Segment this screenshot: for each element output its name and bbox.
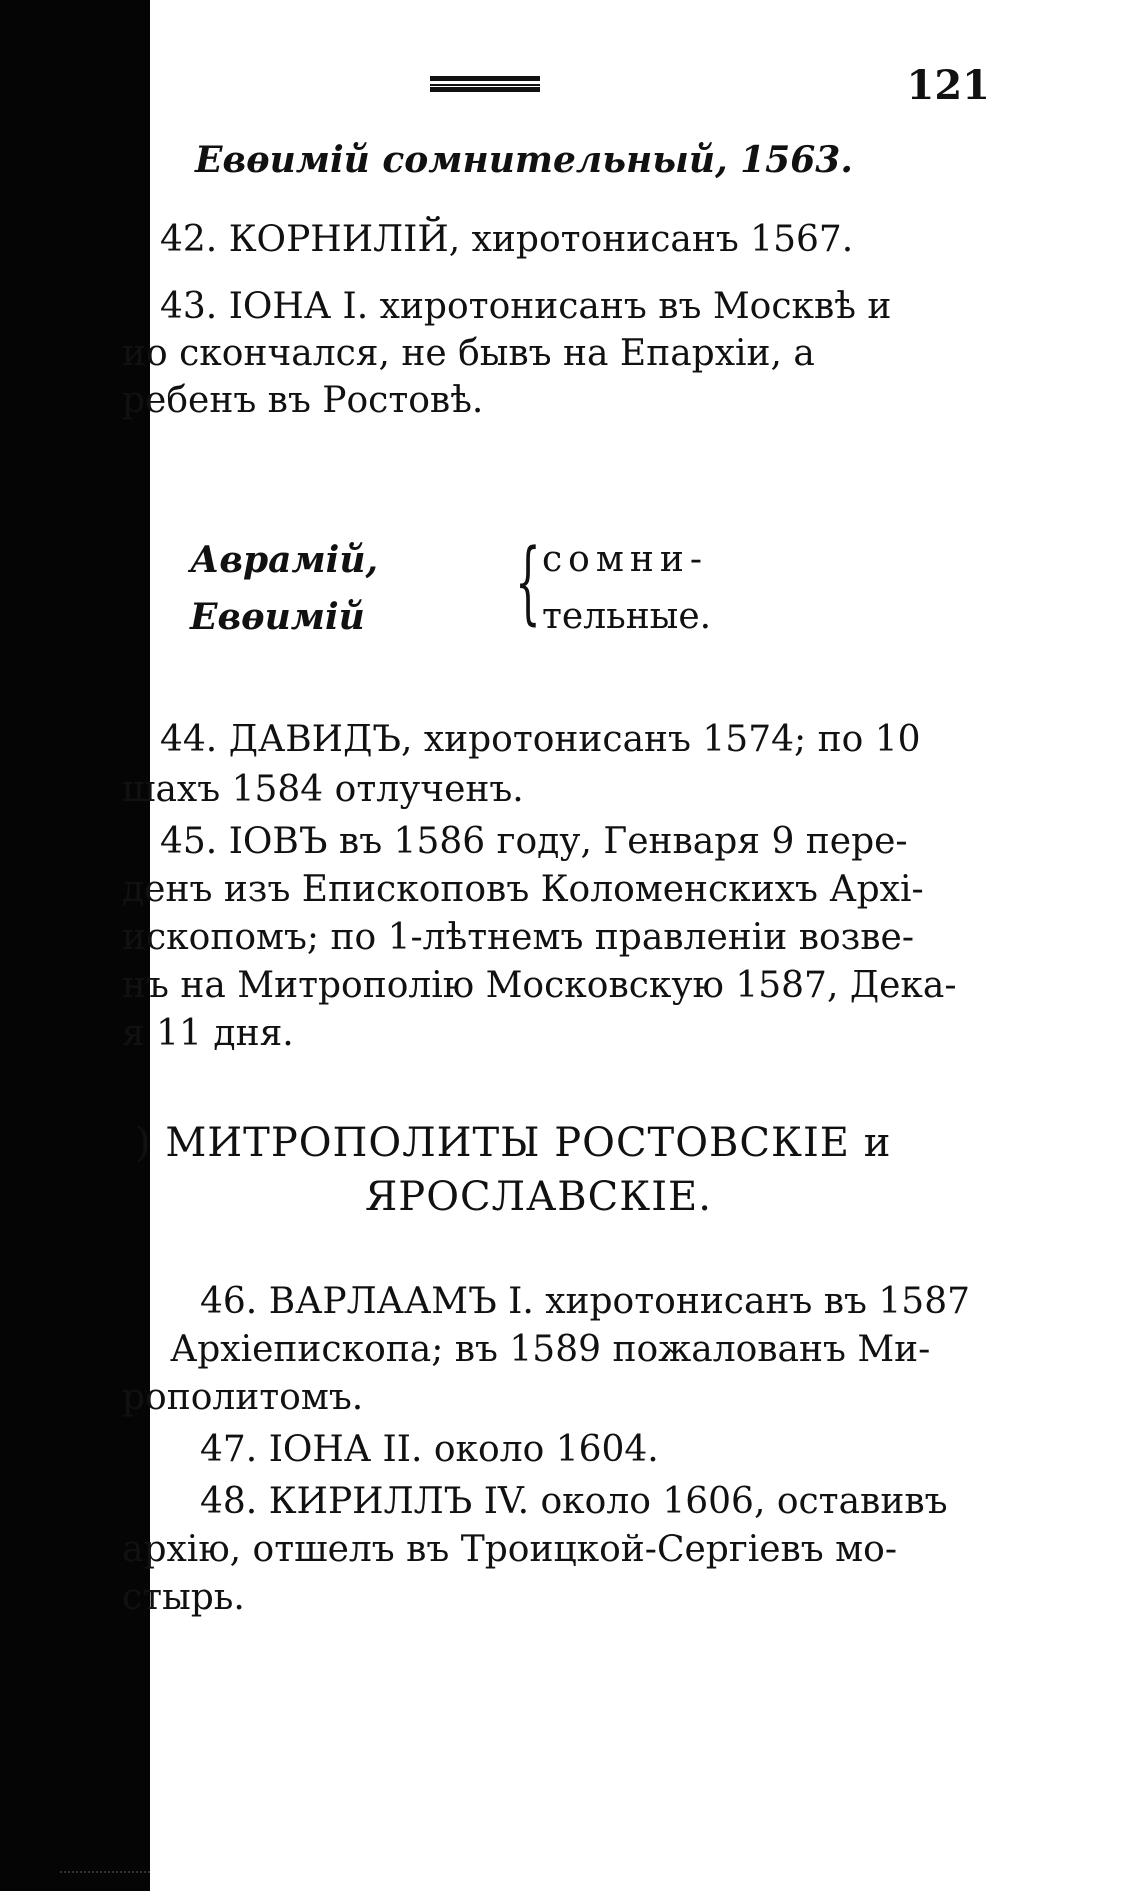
- entry-48-kirill-line3: стырь.: [122, 1577, 245, 1618]
- entry-44-david-line2: шахъ 1584 отлученъ.: [122, 769, 524, 810]
- entry-46-varlaam-line3: рополитомъ.: [122, 1377, 364, 1418]
- entry-45-iov-line1: 45. ІОВЪ въ 1586 году, Генваря 9 пере-: [160, 821, 908, 862]
- page-number: 121: [906, 62, 990, 109]
- entry-43-iona-line1: 43. ІОНА I. хиротонисанъ въ Москвѣ и: [160, 286, 892, 327]
- entry-euthymius-doubtful: Евѳимій сомнительный, 1563.: [195, 139, 853, 181]
- entry-45-iov-line3: ископомъ; по 1-лѣтнемъ правленіи возве-: [122, 917, 914, 958]
- entry-43-iona-line3: ребенъ въ Ростовѣ.: [122, 380, 484, 421]
- entry-48-kirill-line2: архію, отшелъ въ Троицкой-Сергіевъ мо-: [122, 1529, 897, 1570]
- header-rule: [430, 76, 540, 92]
- entry-avramiy: Аврамій,: [190, 539, 379, 581]
- entry-44-david-line1: 44. ДАВИДЪ, хиротонисанъ 1574; по 10: [160, 719, 921, 760]
- brace-glyph: {: [515, 530, 541, 635]
- doubtful-label-line1: сомни-: [542, 539, 708, 580]
- entry-46-varlaam-line1: 46. ВАРЛААМЪ I. хиротонисанъ въ 1587: [200, 1281, 971, 1322]
- bottom-edge-marks: [60, 1871, 150, 1881]
- entry-48-kirill-line1: 48. КИРИЛЛЪ IV. около 1606, оставивъ: [200, 1481, 948, 1522]
- section-heading-line1: ) МИТРОПОЛИТЫ РОСТОВСКІЕ и: [135, 1120, 892, 1166]
- section-heading-line2: ЯРОСЛАВСКІЕ.: [365, 1174, 712, 1220]
- entry-45-iov-line5: я 11 дня.: [122, 1013, 294, 1054]
- entry-47-iona-ii: 47. ІОНА II. около 1604.: [200, 1429, 659, 1470]
- entry-42-kornily: 42. КОРНИЛІЙ, хиротонисанъ 1567.: [160, 219, 854, 260]
- entry-43-iona-line2: ио скончался, не бывъ на Епархіи, а: [122, 333, 815, 374]
- entry-46-varlaam-line2: Архіепископа; въ 1589 пожалованъ Ми-: [170, 1329, 931, 1370]
- entry-45-iov-line4: нъ на Митрополію Московскую 1587, Дека-: [122, 965, 957, 1006]
- entry-euthymius: Евѳимій: [190, 596, 365, 638]
- entry-45-iov-line2: денъ изъ Епископовъ Коломенскихъ Архі-: [122, 869, 924, 910]
- doubtful-label-line2: тельные.: [542, 596, 712, 637]
- book-page: [122, 0, 1140, 1891]
